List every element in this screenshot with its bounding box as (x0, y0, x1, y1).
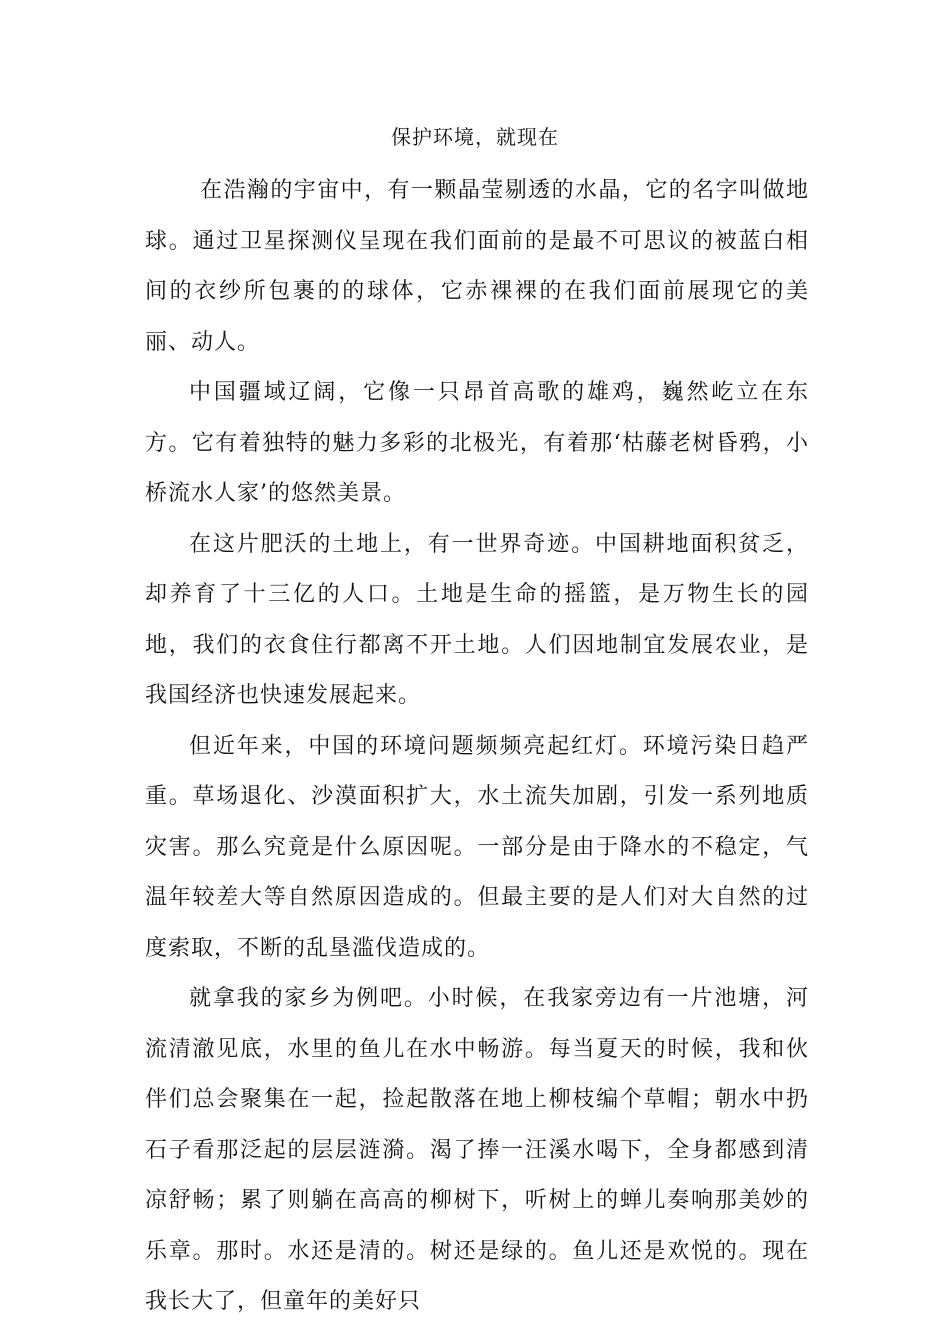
paragraph-hometown: 就拿我的家乡为例吧。小时候，在我家旁边有一片池塘，河流清澈见底，水里的鱼儿在水中畅游。每当夏天的时候，我和伙伴们总会聚集在一起，捡起散落在地上柳枝编个草帽；朝水中扔石子看那泛起的层层涟漪。渴了捧一汪溪水喝下，全身都感到清凉舒畅；累了则躺在高高的柳树下，听树上的蝉儿奏响那美妙的乐章。那时。水还是清的。树还是绿的。鱼儿还是欢悦的。现在我长大了，但童年的美好只 (145, 986, 809, 1314)
document-title: 保护环境，就现在 (391, 125, 559, 149)
paragraph-earth: 在浩瀚的宇宙中，有一颗晶莹剔透的水晶，它的名字叫做地球。通过卫星探测仪呈现在我们面前的是最不可思议的被蓝白相间的衣纱所包裹的的球体，它赤裸裸的在我们面前展现它的美丽、动人。 (145, 178, 809, 355)
paragraph-environment-problems: 但近年来，中国的环境问题频频亮起红灯。环境污染日趋严重。草场退化、沙漠面积扩大，水土流失加剧，引发一系列地质灾害。那么究竟是什么原因呢。一部分是由于降水的不稳定，气温年较差大等自然原因造成的。但最主要的是人们对大自然的过度索取，不断的乱垦滥伐造成的。 (145, 733, 809, 961)
paragraph-land: 在这片肥沃的土地上，有一世界奇迹。中国耕地面积贫乏，却养育了十三亿的人口。土地是生命的摇篮，是万物生长的园地，我们的衣食住行都离不开土地。人们因地制宜发展农业，是我国经济也快速发展起来。 (145, 531, 809, 708)
paragraph-china: 中国疆域辽阔，它像一只昂首高歌的雄鸡，巍然屹立在东方。它有着独特的魅力多彩的北极光，有着那‘枯藤老树昏鸦，小桥流水人家’的悠然美景。 (145, 380, 809, 506)
document-body (145, 166, 809, 1328)
